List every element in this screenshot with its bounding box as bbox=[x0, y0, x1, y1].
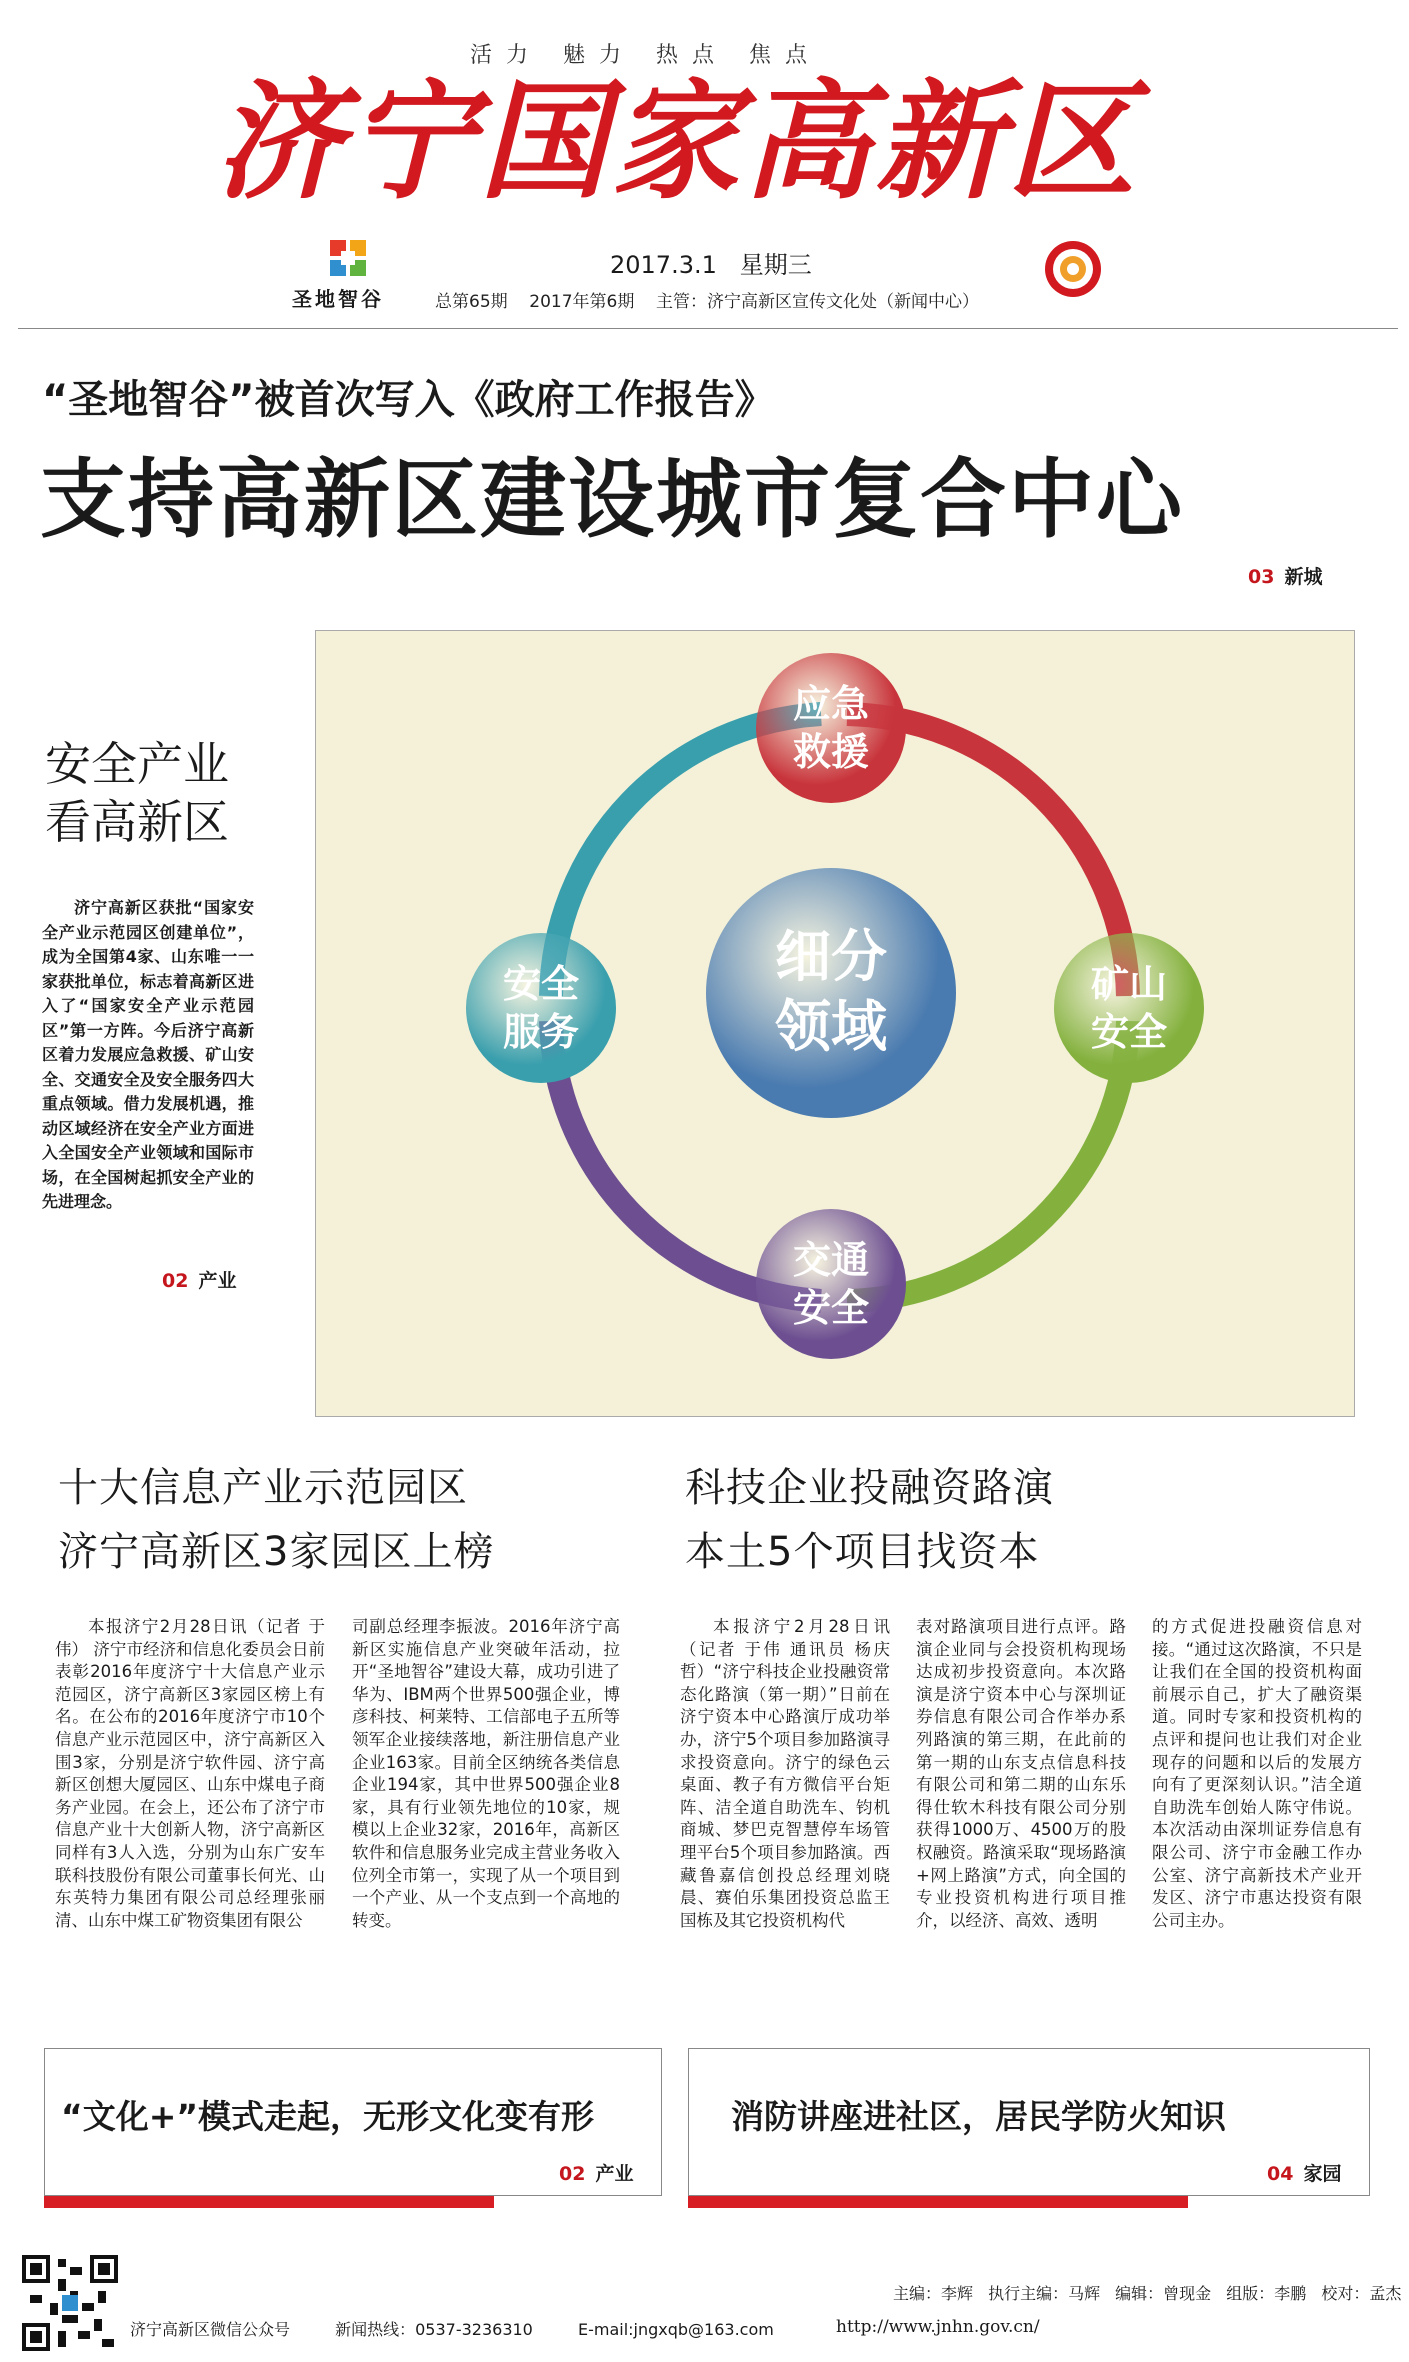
diagram-node-mining: 矿山 安全 bbox=[1054, 933, 1204, 1083]
diagram-node-emergency: 应急 救援 bbox=[756, 653, 906, 803]
article1-title-line1: 十大信息产业示范园区 bbox=[58, 1465, 468, 1511]
brand-name: 圣地智谷 bbox=[292, 287, 384, 311]
lead-page-ref[interactable] bbox=[1248, 562, 1322, 589]
lead-kicker: “圣地智谷”被首次写入《政府工作报告》 bbox=[42, 377, 775, 423]
issue-total: 总第65期 bbox=[435, 292, 508, 312]
article2-column-2: 表对路演项目进行点评。路演企业同与会投资机构现场达成初步投资意向。本次路演是济宁资本中心与深圳证券信息有限公司合作举办系列路演的第三期，在此前的第一期的山东支点信息科技有限公司和第二期的山东乐得仕软木科技有限公司分别获得1000万、4500万的股权融资。路演采取“现场路演+网上路演”方式，向全国的专业投资机构进行项目推介，以经济、高效、透明 bbox=[916, 1617, 1126, 1930]
teaser-culture-title: “文化+”模式走起，无形文化变有形 bbox=[61, 2097, 595, 2136]
article1-column-1: 本报济宁2月28日讯（记者 于伟） 济宁市经济和信息化委员会日前表彰2016年度济宁十大信息产业示范园区，济宁高新区3家园区榜上有名。在公布的2016年度济宁市10个信息产业示范园区中，济宁高新区入围3家，分别是济宁软件园、济宁高新区创想大厦园区、山东中煤电子商务产业园。在会上，还公布了济宁市信息产业十大创新人物，济宁高新区同样有3人入选，分别为山东广安车联科技股份有限公司董事长何光、山东英特力集团有限公司总经理张丽清、山东中煤工矿物资集团有限公 bbox=[55, 1617, 325, 1930]
diagram-node-traffic: 交通 安全 bbox=[756, 1209, 906, 1359]
issue-date: 2017.3.1 bbox=[610, 251, 717, 279]
footer-email[interactable]: E-mail:jngxqb@163.com bbox=[577, 2320, 774, 2339]
feature-body: 济宁高新区获批“国家安全产业示范园区创建单位”，成为全国第4家、山东唯一一家获批单位，标志着高新区进入了“国家安全产业示范园区”第一方阵。今后济宁高新区着力发展应急救援、矿山安全、交通安全及安全服务四大重点领域。借力发展机遇，推动区域经济在安全产业方面进入全国安全产业领域和国际市场，在全国树起抓安全产业的先进理念。 bbox=[42, 898, 254, 1211]
teaser-fire-title: 消防讲座进社区，居民学防火知识 bbox=[731, 2097, 1226, 2136]
issue-line bbox=[435, 287, 979, 312]
article1-column-2: 司副总经理李振波。2016年济宁高新区实施信息产业突破年活动，拉开“圣地智谷”建设大幕，成功引进了华为、IBM两个世界500强企业，博彦科技、柯莱特、工信部电子五所等领军企业接续落地，新注册信息产业企业163家。目前全区纳统各类信息企业194家，其中世界500强企业8家，具有行业领先地位的10家，规模以上企业32家，2016年，高新区软件和信息服务业完成主营业务收入位列全市第一，实现了从一个项目到一个产业、从一个支点到一个高地的转变。 bbox=[352, 1617, 620, 1930]
feature-page-ref[interactable] bbox=[162, 1266, 236, 1293]
article2-title-line2: 本土5个项目找资本 bbox=[685, 1529, 1040, 1575]
date-line bbox=[610, 245, 812, 280]
feature-title-line2: 看高新区 bbox=[45, 795, 229, 849]
diagram-node-center: 细分 领域 bbox=[706, 868, 956, 1118]
wechat-qr-code-icon[interactable] bbox=[22, 2255, 118, 2351]
masthead-title: 济宁国家高新区 bbox=[215, 67, 1140, 217]
publisher: 主管：济宁高新区宣传文化处（新闻中心） bbox=[655, 292, 979, 312]
article2-title-line1: 科技企业投融资路演 bbox=[685, 1465, 1054, 1511]
teaser-culture-ref-section: 产业 bbox=[595, 2163, 634, 2185]
teaser-fire-ref-section: 家园 bbox=[1303, 2163, 1342, 2185]
slogan: 活力 魅力 热点 焦点 bbox=[470, 43, 821, 68]
teaser-fire[interactable] bbox=[688, 2048, 1370, 2196]
footer-hotline: 新闻热线：0537-3236310 bbox=[335, 2320, 533, 2339]
diagram-node-service: 安全 服务 bbox=[466, 933, 616, 1083]
teaser-fire-page-ref[interactable] bbox=[1267, 2159, 1341, 2186]
feature-ref-section: 产业 bbox=[198, 1270, 237, 1292]
teaser-fire-ref-page: 04 bbox=[1267, 2163, 1294, 2185]
footer-contacts bbox=[130, 2317, 814, 2340]
lead-ref-page: 03 bbox=[1248, 566, 1275, 588]
article2-title[interactable] bbox=[685, 1456, 1054, 1584]
issue-weekday: 星期三 bbox=[739, 251, 812, 279]
article1-title-line2: 济宁高新区3家园区上榜 bbox=[58, 1529, 495, 1575]
masthead-divider bbox=[18, 328, 1398, 329]
issue-year: 2017年第6期 bbox=[529, 292, 635, 312]
footer-url[interactable]: http://www.jnhn.gov.cn/ bbox=[836, 2317, 1040, 2337]
feature-title-line1: 安全产业 bbox=[45, 737, 229, 791]
feature-ref-page: 02 bbox=[162, 1270, 189, 1292]
article2-column-3: 的方式促进投融资信息对接。“通过这次路演，不只是让我们在全国的投资机构面前展示自己，扩大了融资渠道。同时专家和投资机构的点评和提问也让我们对企业现存的问题和以后的发展方向有了更深刻认识。”洁全道自助洗车创始人陈守伟说。本次活动由深圳证券信息有限公司、济宁市金融工作办公室、济宁高新技术产业开发区、济宁市惠达投资有限公司主办。 bbox=[1152, 1617, 1362, 1930]
teaser-fire-bar bbox=[688, 2196, 1188, 2208]
emblem-icon bbox=[1042, 238, 1104, 300]
safety-diagram bbox=[315, 630, 1355, 1417]
lead-headline[interactable]: 支持高新区建设城市复合中心 bbox=[40, 450, 1184, 550]
teaser-culture-bar bbox=[44, 2196, 494, 2208]
article1-title[interactable] bbox=[58, 1456, 494, 1584]
feature-title[interactable] bbox=[45, 735, 229, 851]
editorial-credits: 主编：李辉 执行主编：马辉 编辑：曾现金 组版：李鹏 校对：孟杰 bbox=[893, 2284, 1402, 2303]
lead-ref-section: 新城 bbox=[1284, 566, 1323, 588]
footer-wechat: 济宁高新区微信公众号 bbox=[130, 2320, 291, 2339]
teaser-culture[interactable] bbox=[44, 2048, 662, 2196]
brand-logo-icon bbox=[328, 238, 368, 278]
article2-column-1: 本报济宁2月28日讯（记者 于伟 通讯员 杨庆哲）“济宁科技企业投融资常态化路演（第一期）”日前在济宁资本中心路演厅成功举办，济宁5个项目参加路演寻求投资意向。济宁的绿色云桌面、教子有方微信平台矩阵、洁全道自助洗车、钧机商城、梦巴克智慧停车场管理平台5个项目参加路演。西藏鲁嘉信创投总经理刘晓晨、赛伯乐集团投资总监王国栋及其它投资机构代 bbox=[680, 1617, 890, 1930]
teaser-culture-ref-page: 02 bbox=[559, 2163, 586, 2185]
teaser-culture-page-ref[interactable] bbox=[559, 2159, 633, 2186]
